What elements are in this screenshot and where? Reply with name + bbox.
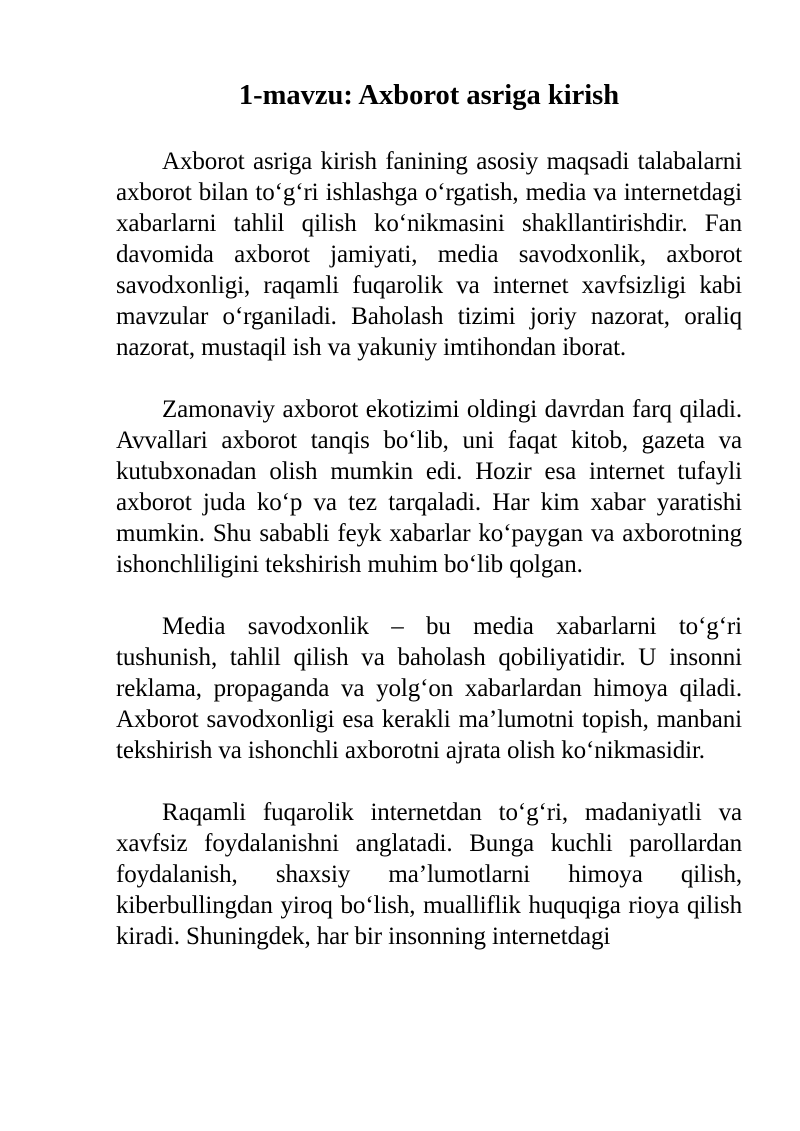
- paragraph-digital-citizenship: Raqamli fuqarolik internetdan to‘g‘ri, madaniyatli va xavfsiz foydalanishni anglatadi. Bunga kuchli parollardan foydalanish, shaxsiy ma’lumotlarni himoya qilish, kiberbullingdan yiroq bo‘lish, mualliflik huquqiga rioya qilish kiradi. Shuningdek, har bir insonning internetdagi: [116, 799, 742, 950]
- paragraph-media-literacy: Media savodxonlik – bu media xabarlarni to‘g‘ri tushunish, tahlil qilish va baholash qobiliyatidir. U insonni reklama, propaganda va yolg‘on xabarlardan himoya qiladi. Axborot savodxonligi esa kerakli ma’lumotni topish, manbani tekshirish va ishonchli axborotni ajrata olish ko‘nikmasidir.: [116, 613, 742, 764]
- paragraph-course-goals: Axborot asriga kirish fanining asosiy maqsadi talabalarni axborot bilan to‘g‘ri ishlashga o‘rgatish, media va internetdagi xabarlarni tahlil qilish ko‘nikmasini shakllantirishdir. Fan davomida axborot jamiyati, media savodxonlik, axborot savodxonligi, raqamli fuqarolik va internet xavfsizligi kabi mavzular o‘rganiladi. Baholash tizimi joriy nazorat, oraliq nazorat, mustaqil ish va yakuniy imtihondan iborat.: [116, 148, 742, 361]
- document-page: [116, 78, 742, 983]
- paragraph-information-ecosystem: Zamonaviy axborot ekotizimi oldingi davrdan farq qiladi. Avvallari axborot tanqis bo‘lib, uni faqat kitob, gazeta va kutubxonadan olish mumkin edi. Hozir esa internet tufayli axborot juda ko‘p va tez tarqaladi. Har kim xabar yaratishi mumkin. Shu sababli feyk xabarlar ko‘paygan va axborotning ishonchliligini tekshirish muhim bo‘lib qolgan.: [116, 396, 742, 578]
- page-title: 1-mavzu: Axborot asriga kirish: [238, 80, 620, 111]
